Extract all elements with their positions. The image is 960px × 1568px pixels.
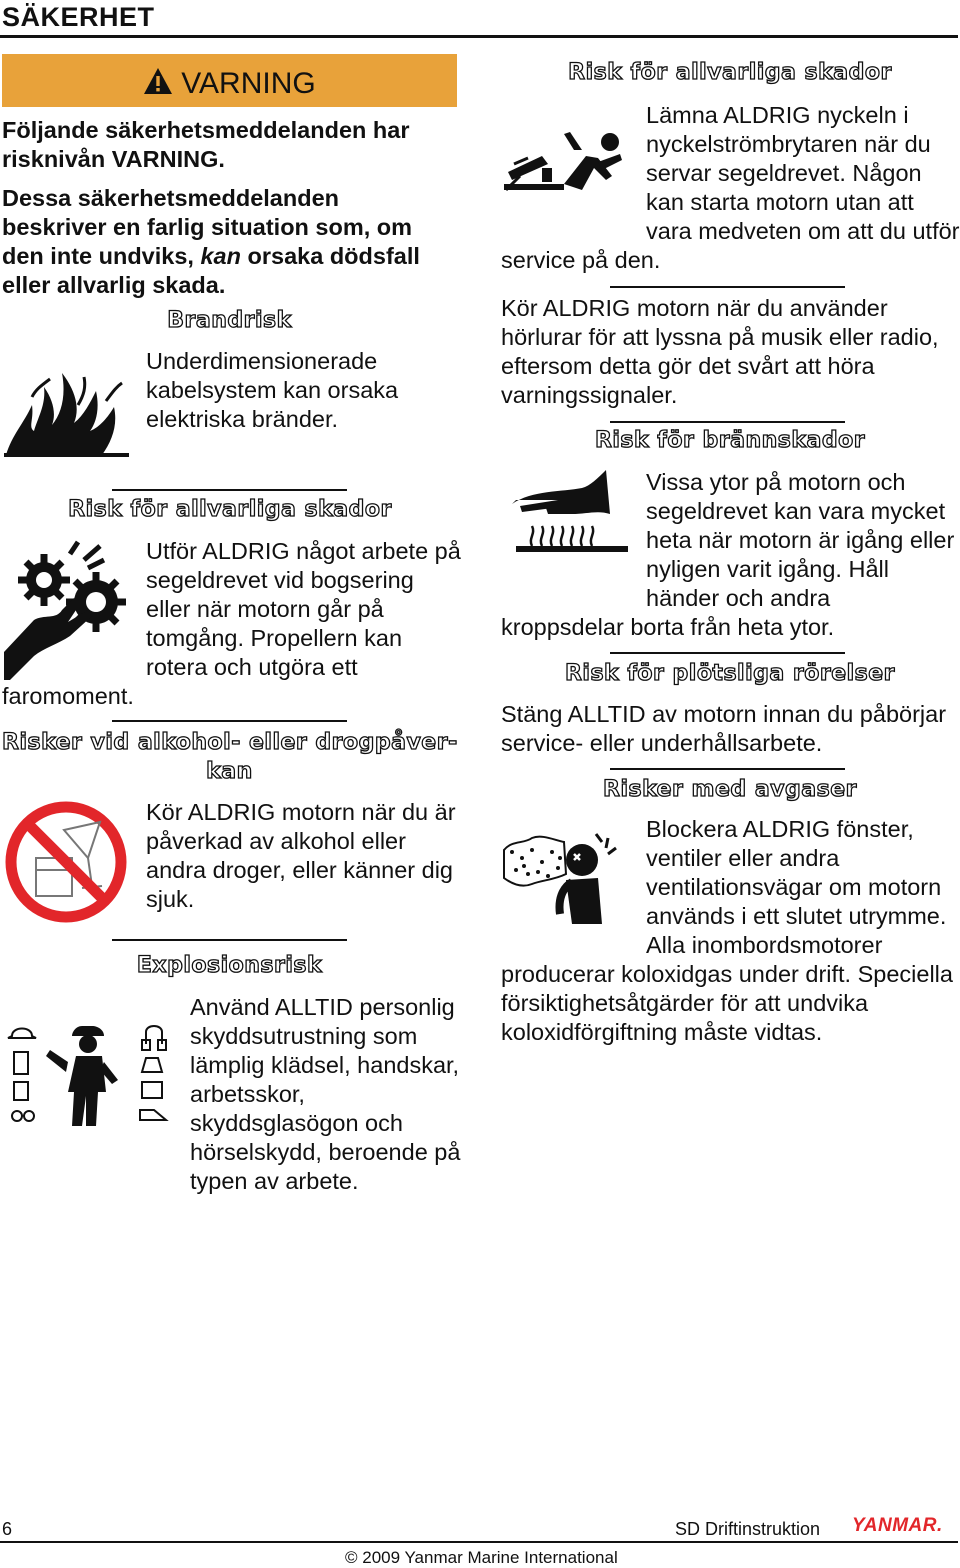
exhaust-section-title: Risker med avgaser	[603, 777, 857, 802]
no-alcohol-icon	[4, 800, 128, 924]
fire-section-title: Brandrisk	[167, 308, 292, 333]
warning-banner	[2, 54, 457, 107]
burn-section-title: Risk för brännskador	[594, 428, 866, 453]
key-section-title: Risk för allvarliga skador	[568, 60, 892, 85]
alcohol-section-title-1: Risker vid alkohol- eller drogpåver-	[2, 730, 458, 755]
burn-section-text-tail: kroppsdelar borta från heta ytor.	[501, 614, 835, 640]
exhaust-section-text-tail: producerar koloxidgas under drift. Speciella försiktighetsåtgärder för att undvika koloxidförgiftning måste vidtas.	[501, 961, 953, 1045]
sudden-movement-section-text: Stäng ALLTID av motorn innan du påbörjar service- eller underhållsarbete.	[501, 701, 947, 756]
warning-label: VARNING	[181, 66, 316, 100]
headphones-section-text: Kör ALDRIG motorn när du använder hörlurar för att lyssna på musik eller radio, eftersom detta gör det svårt att höra varningssignaler.	[501, 295, 939, 408]
injury-section-text: Utför ALDRIG något arbete på segeldrevet vid bogsering eller när motorn går på tomgång. Propellern kan rotera och utgöra ett	[146, 538, 461, 680]
section-rule	[112, 489, 347, 491]
warning-intro-2: Dessa säkerhetsmeddelanden beskriver en farlig situation som, om den inte undviks, kan orsaka dödsfall eller allvarlig skada.	[2, 185, 420, 298]
section-rule	[112, 939, 347, 941]
entanglement-hazard-icon	[4, 540, 132, 680]
key-section-text-tail: service på den.	[501, 247, 661, 273]
section-rule	[610, 421, 845, 423]
footer-rule	[0, 1541, 958, 1543]
explosion-section-title: Explosionsrisk	[136, 953, 323, 978]
injury-section-title: Risk för allvarliga skador	[68, 497, 392, 522]
alcohol-section-text: Kör ALDRIG motorn när du är påverkad av alkohol eller andra droger, eller känner dig sjuk.	[146, 799, 456, 912]
fire-hazard-icon	[4, 365, 129, 457]
page-header-title: SÄKERHET	[2, 2, 155, 32]
burn-section-text: Vissa ytor på motorn och segeldrevet kan vara mycket heta när motorn är igång eller nyligen varit igång. Håll händer och andra	[646, 469, 955, 611]
exhaust-section-text: Blockera ALDRIG fönster, ventiler eller andra ventilationsvägar om motorn används i ett slutet utrymme. Alla inombordsmotorer	[646, 816, 947, 958]
alcohol-section-title-2: kan	[206, 759, 253, 784]
explosion-section-text: Använd ALLTID personlig skyddsutrustning som lämplig klädsel, handskar, arbetsskor, skyddsglasögon och hörselskydd, beroende på typen av arbete.	[190, 994, 461, 1194]
sudden-movement-section-title: Risk för plötsliga rörelser	[564, 661, 896, 686]
key-section-text: Lämna ALDRIG nyckeln i nyckelströmbrytaren när du servar segeldrevet. Någon kan starta motorn utan att vara medveten om att du utför	[646, 102, 960, 244]
yanmar-logo: YANMAR.	[852, 1515, 943, 1536]
page-number: 6	[2, 1519, 13, 1539]
key-switch-hazard-icon	[502, 128, 630, 196]
fire-section-text: Underdimensionerade kabelsystem kan orsaka elektriska bränder.	[146, 348, 399, 432]
protective-equipment-icon	[6, 1022, 174, 1130]
injury-section-text-tail: faromoment.	[2, 683, 134, 709]
document-title: SD Driftinstruktion	[675, 1519, 821, 1539]
section-rule	[610, 652, 845, 654]
section-rule	[610, 768, 845, 770]
warning-triangle-icon	[143, 67, 173, 95]
hot-surface-hazard-icon	[502, 470, 630, 556]
warning-intro-1: Följande säkerhetsmeddelanden har risknivån VARNING.	[2, 117, 410, 172]
section-rule	[610, 286, 845, 288]
exhaust-gas-hazard-icon	[502, 828, 630, 924]
header-rule	[0, 35, 958, 38]
section-rule	[112, 720, 347, 722]
copyright: © 2009 Yanmar Marine International	[345, 1548, 618, 1567]
